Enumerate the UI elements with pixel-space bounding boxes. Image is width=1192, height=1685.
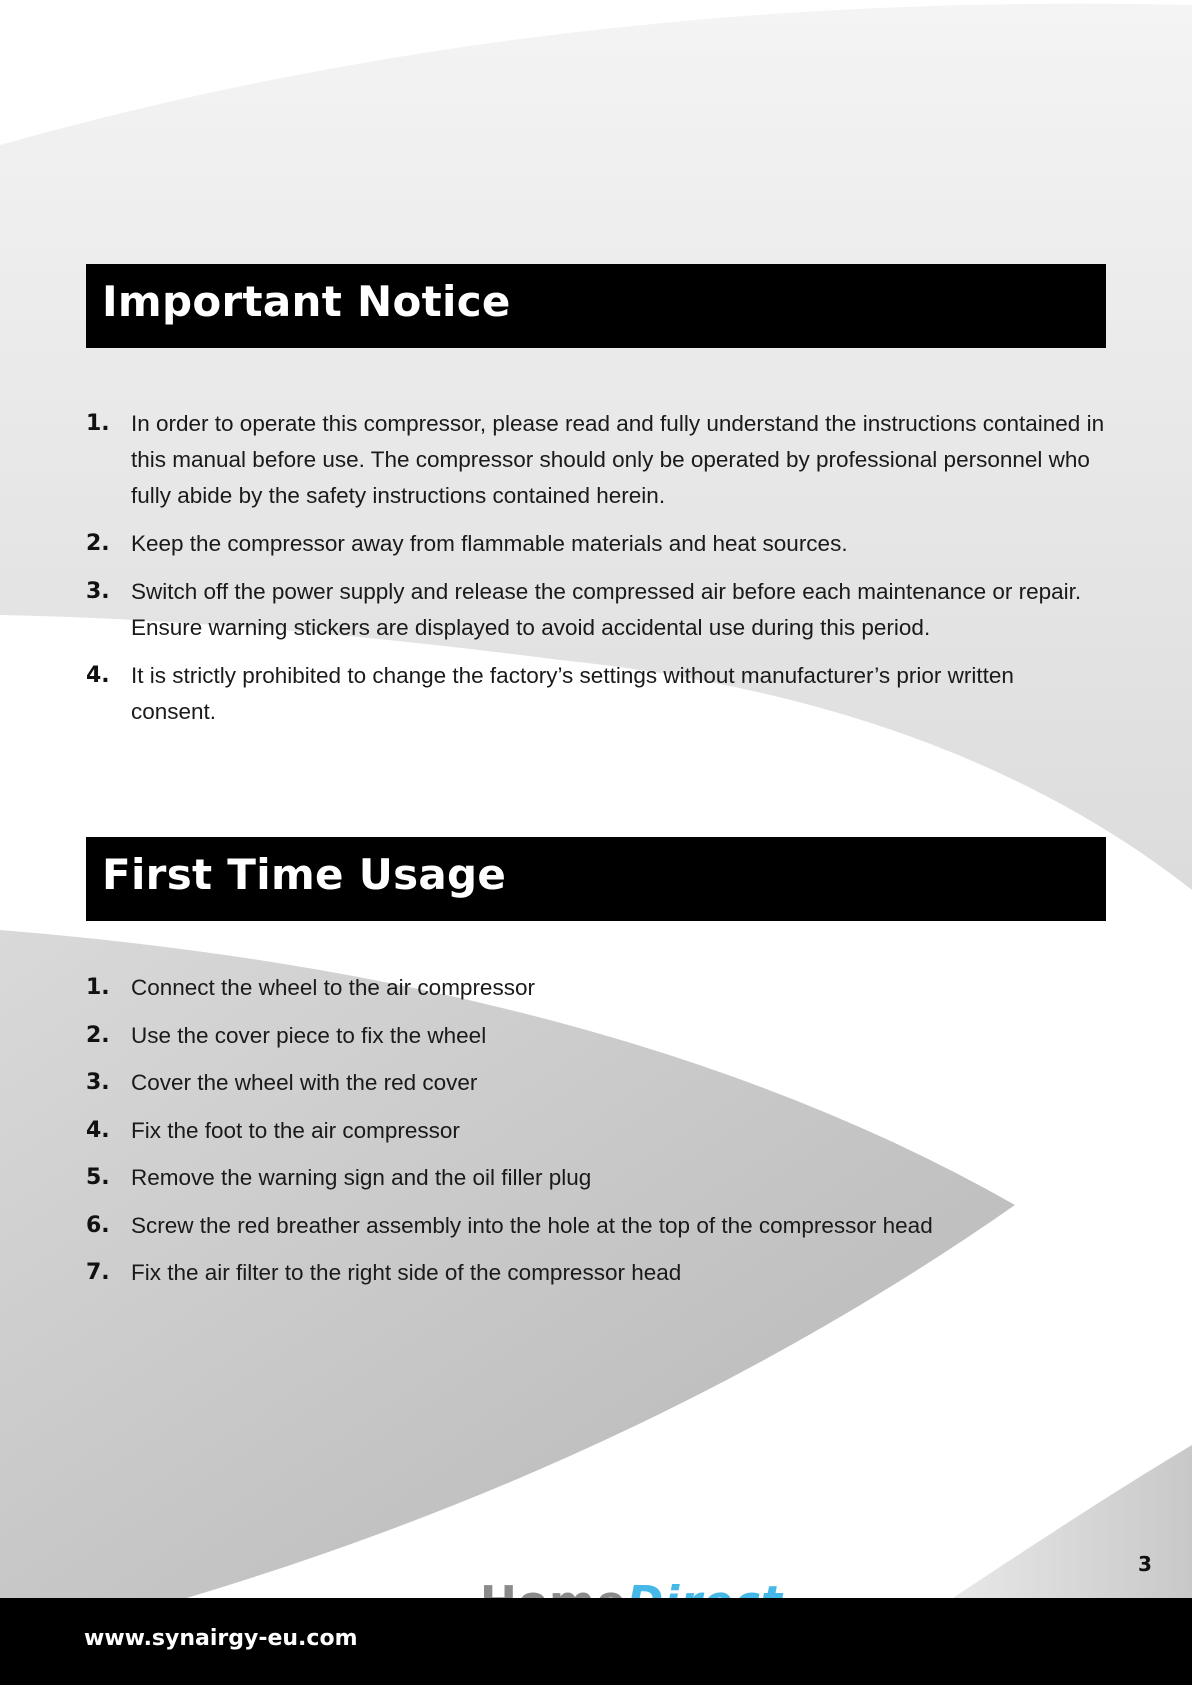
list-number: 4. <box>86 663 110 688</box>
list-item <box>86 526 1126 562</box>
list-number: 2. <box>86 1022 110 1048</box>
list-number: 6. <box>86 1212 110 1238</box>
list-text: Use the cover piece to fix the wheel <box>131 1022 487 1048</box>
first-time-usage-list <box>86 970 1126 1303</box>
list-item <box>86 1160 1126 1196</box>
list-item <box>86 1208 1126 1244</box>
first-time-usage-title: First Time Usage <box>102 850 507 899</box>
list-item <box>86 658 1021 730</box>
list-number: 2. <box>86 531 110 556</box>
important-notice-list <box>86 406 1126 742</box>
list-item <box>86 970 1126 1006</box>
list-text: Fix the foot to the air compressor <box>131 1117 460 1143</box>
list-text: Switch off the power supply and release the compressed air before each maintenance or repair. Ensure warning stickers are displayed to avoid accidental use during this period. <box>131 579 1082 640</box>
first-time-usage-header <box>86 837 1106 921</box>
list-text: Cover the wheel with the red cover <box>131 1070 478 1095</box>
list-text: Screw the red breather assembly into the hole at the top of the compressor head <box>131 1212 933 1238</box>
list-number: 1. <box>86 975 110 1000</box>
list-text: Keep the compressor away from flammable materials and heat sources. <box>131 531 848 556</box>
list-item <box>86 1065 1126 1101</box>
important-notice-header <box>86 264 1106 348</box>
footer-bar <box>0 1598 1192 1685</box>
list-text: Connect the wheel to the air compressor <box>131 975 535 1000</box>
list-item <box>86 574 1126 646</box>
list-number: 3. <box>86 1070 110 1095</box>
list-text: Fix the air filter to the right side of the compressor head <box>131 1260 682 1285</box>
list-number: 5. <box>86 1165 110 1190</box>
list-text: In order to operate this compressor, please read and fully understand the instructions contained in this manual before use. The compressor should only be operated by professional personnel who fully abide by the safety instructions contained herein. <box>131 411 1105 508</box>
list-text: Remove the warning sign and the oil filler plug <box>131 1165 592 1190</box>
important-notice-title: Important Notice <box>102 277 511 326</box>
list-number: 7. <box>86 1260 110 1285</box>
list-number: 1. <box>86 411 110 436</box>
list-item <box>86 1255 1126 1291</box>
list-number: 4. <box>86 1117 110 1143</box>
page-number: 3 <box>1138 1552 1152 1576</box>
list-number: 3. <box>86 579 110 604</box>
list-item <box>86 406 1126 514</box>
footer-url[interactable]: www.synairgy-eu.com <box>84 1626 358 1651</box>
list-item <box>86 1113 1126 1149</box>
list-item <box>86 1018 1126 1054</box>
list-text: It is strictly prohibited to change the factory’s settings without manufacturer’s prior written consent. <box>131 663 1014 724</box>
